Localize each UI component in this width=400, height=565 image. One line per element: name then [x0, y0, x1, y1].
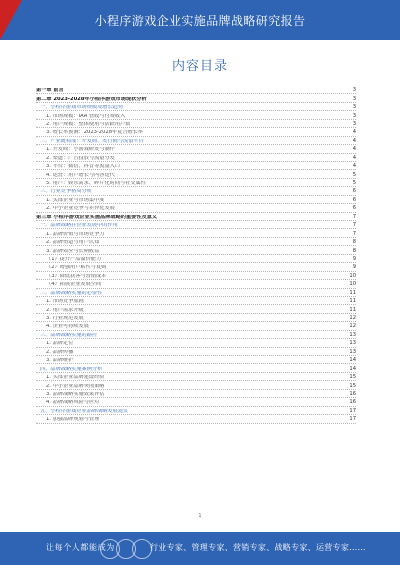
toc-entry-page: 12 [349, 323, 356, 330]
toc-entry-page: 6 [352, 196, 356, 203]
toc-entry-label: 2. 品牌传播 [46, 349, 74, 355]
toc-entry-label: 1. 市场竞争加剧 [46, 299, 84, 305]
toc-entry[interactable] [36, 137, 356, 145]
toc-entry-page: 12 [349, 315, 356, 322]
toc-entry-page: 17 [349, 407, 356, 414]
toc-entry[interactable] [36, 103, 356, 111]
report-title: 小程序游戏企业实施品牌战略研究报告 [94, 13, 306, 28]
toc-entry-page: 3 [352, 112, 356, 119]
toc-entry-label: 第三章 小程序游戏企业实施品牌战略的重要性及意义 [36, 214, 158, 220]
toc-entry-label: 三、行业竞争格局分析 [40, 189, 92, 195]
toc-entry-label: 3. 增长率预测：2023-2028年复合增长率 [46, 130, 144, 136]
toc-entry-page: 3 [352, 104, 356, 111]
toc-entry-label: 3. 平台：微信、抖音等流量入口 [46, 164, 121, 170]
toc-entry[interactable] [36, 145, 356, 153]
toc-entry[interactable] [36, 187, 356, 195]
toc-entry-page: 4 [352, 154, 356, 161]
footer-circles-decoration [104, 539, 152, 559]
toc-entry-page: 10 [349, 281, 356, 288]
toc-entry[interactable] [36, 263, 356, 271]
toc-entry-label: 1. 加强品牌规划与管理 [46, 417, 100, 423]
footer-roles: 行业专家、管理专家、营销专家、战略专家、运营专家…… [150, 543, 366, 552]
toc-entry-page: 6 [352, 188, 356, 195]
footer-circle [132, 539, 152, 559]
toc-entry[interactable] [36, 213, 356, 221]
toc-entry-label: 3. 品牌效应与长期收益 [46, 248, 100, 254]
toc-entry-label: 3. 行业规范发展 [46, 316, 84, 322]
toc-entry-label: 1. 品牌定位 [46, 341, 74, 347]
toc-heading: 内容目录 [171, 59, 228, 74]
toc-entry[interactable] [36, 381, 356, 389]
toc-entry-page: 8 [352, 247, 356, 254]
report-header [0, 0, 400, 40]
toc-entry-page: 15 [349, 382, 356, 389]
toc-entry-label: 一、品牌战略在企业发展中的作用 [40, 223, 118, 229]
table-of-contents [36, 86, 356, 424]
toc-entry-page: 5 [352, 180, 356, 187]
toc-entry-page: 17 [349, 416, 356, 423]
toc-entry-page: 16 [349, 390, 356, 397]
toc-entry-label: 2. 中小企业品牌突围策略 [46, 383, 105, 389]
toc-entry-label: 1. 头部企业与市场集中度 [46, 197, 105, 203]
toc-entry-page: 13 [349, 340, 356, 347]
toc-entry[interactable] [36, 196, 356, 204]
toc-entry-label: （3）降低获客与营销成本 [46, 273, 107, 279]
toc-entry-label: 4. 企业可持续发展 [46, 324, 89, 330]
toc-entry-page: 3 [352, 95, 356, 102]
toc-entry-label: 4. 品牌战略风险与应对 [46, 400, 100, 406]
toc-entry-page: 14 [349, 357, 356, 364]
report-footer [0, 532, 400, 565]
toc-entry[interactable] [36, 398, 356, 406]
toc-entry[interactable] [36, 314, 356, 322]
toc-entry-label: 1. 开发商：小游戏研发与制作 [46, 147, 115, 153]
toc-entry-page: 10 [349, 272, 356, 279]
toc-entry-page: 11 [349, 306, 356, 313]
toc-entry-label: 2. 用户规模：整体使用与活跃用户数 [46, 121, 131, 127]
toc-entry[interactable] [36, 322, 356, 330]
toc-entry[interactable] [36, 339, 356, 347]
toc-entry-page: 4 [352, 146, 356, 153]
toc-entry[interactable] [36, 120, 356, 128]
toc-entry[interactable] [36, 246, 356, 254]
toc-entry[interactable] [36, 415, 356, 423]
toc-entry[interactable] [36, 229, 356, 237]
toc-entry-label: 2. 品牌塑造与用户认知 [46, 240, 100, 246]
toc-entry[interactable] [36, 272, 356, 280]
toc-entry[interactable] [36, 289, 356, 297]
toc-entry-page: 9 [352, 264, 356, 271]
toc-entry[interactable] [36, 238, 356, 246]
toc-entry-page: 7 [352, 230, 356, 237]
toc-entry[interactable] [36, 221, 356, 229]
toc-entry-label: 第一章 前言 [36, 88, 64, 94]
toc-entry[interactable] [36, 364, 356, 372]
footer-slogan: 让每个人都能成为 [46, 543, 115, 552]
toc-entry-label: （2）增强用户粘性与复购 [46, 265, 107, 271]
toc-entry[interactable] [36, 154, 356, 162]
toc-entry-label: 四、品牌战略实施案例分析 [40, 366, 103, 372]
toc-entry-label: 五、小程序游戏企业品牌战略发展建议 [40, 408, 129, 414]
toc-entry-label: 1. 头部企业品牌建设经验 [46, 375, 105, 381]
toc-entry[interactable] [36, 373, 356, 381]
toc-entry-page: 4 [352, 129, 356, 136]
toc-entry[interactable] [36, 94, 356, 102]
toc-entry-page: 9 [352, 255, 356, 262]
toc-entry[interactable] [36, 348, 356, 356]
toc-entry[interactable] [36, 305, 356, 313]
page-number: 1 [198, 513, 202, 519]
toc-entry[interactable] [36, 331, 356, 339]
toc-entry-label: 一、小程序游戏市场规模及增长趋势 [40, 105, 124, 111]
toc-entry[interactable] [36, 162, 356, 170]
toc-entry-label: 3. 品牌战略实施效果评估 [46, 391, 105, 397]
toc-entry-page: 16 [349, 399, 356, 406]
toc-entry[interactable] [36, 390, 356, 398]
toc-entry-label: 3. 品牌维护 [46, 358, 74, 364]
toc-entry[interactable] [36, 204, 356, 212]
toc-entry-page: 11 [349, 298, 356, 305]
toc-entry-page: 7 [352, 222, 356, 229]
toc-entry-page: 5 [352, 171, 356, 178]
toc-entry-label: 二、产业链构成：开发商、发行商与流量平台 [40, 138, 144, 144]
toc-entry-page: 15 [349, 374, 356, 381]
toc-entry-label: （4）拓展企业发展空间 [46, 282, 102, 288]
toc-entry[interactable] [36, 111, 356, 119]
toc-entry-page: 6 [352, 205, 356, 212]
toc-entry-page: 7 [352, 213, 356, 220]
toc-entry-page: 11 [349, 289, 356, 296]
toc-entry[interactable] [36, 179, 356, 187]
toc-entry-label: 三、品牌战略实施的路径 [40, 332, 98, 338]
toc-entry[interactable] [36, 255, 356, 263]
toc-entry-label: 第二章 2023-2028年小程序游戏市场现状分析 [36, 96, 147, 102]
toc-entry[interactable] [36, 170, 356, 178]
toc-entry-label: 1. 市场规模：IAA 营收与付费收入 [46, 113, 126, 119]
toc-entry[interactable] [36, 280, 356, 288]
toc-entry-page: 4 [352, 163, 356, 170]
toc-entry-label: 4. 运营：用户增长与内容迭代 [46, 172, 115, 178]
toc-entry-page: 3 [352, 120, 356, 127]
toc-entry-label: 2. 中小企业竞争与差异化发展 [46, 206, 115, 212]
toc-entry-label: 2. 渠道：广告投放与流量分发 [46, 155, 115, 161]
toc-entry-page: 8 [352, 239, 356, 246]
toc-entry[interactable] [36, 407, 356, 415]
toc-entry[interactable] [36, 297, 356, 305]
header-corner-accent [0, 0, 22, 40]
toc-entry-label: 1. 品牌价值与市场竞争力 [46, 231, 105, 237]
toc-entry-label: 5. 用户：娱乐需求、碎片化时间与社交属性 [46, 181, 146, 187]
toc-entry-label: 二、品牌战略实施的必要性 [40, 290, 103, 296]
toc-entry[interactable] [36, 356, 356, 364]
toc-entry[interactable] [36, 86, 356, 94]
toc-entry-page: 13 [349, 348, 356, 355]
toc-entry[interactable] [36, 128, 356, 136]
toc-entry-page: 13 [349, 331, 356, 338]
toc-entry-label: （1）提升产品溢价能力 [46, 256, 102, 262]
toc-entry-page: 3 [352, 87, 356, 94]
toc-entry-label: 2. 用户需求升级 [46, 307, 84, 313]
toc-entry-page: 14 [349, 365, 356, 372]
toc-entry-page: 4 [352, 137, 356, 144]
